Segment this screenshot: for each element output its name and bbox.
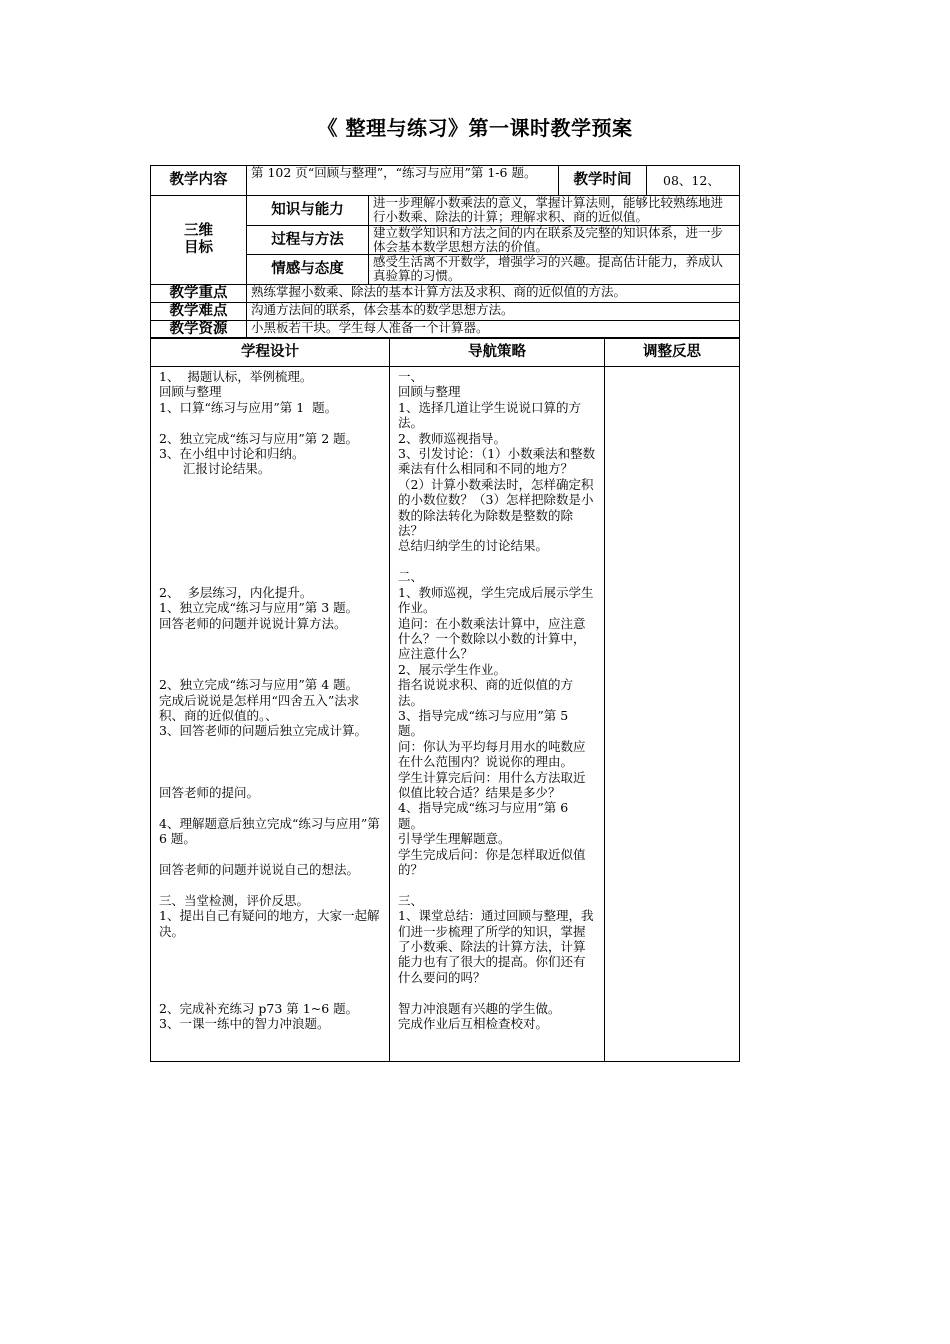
goal-label-emotion: 情感与态度 <box>247 255 369 285</box>
content-label: 教学内容 <box>151 166 247 196</box>
goal-text-emotion: 感受生活离不开数学，增强学习的兴趣。提高估计能力，养成认真验算的习惯。 <box>369 255 740 285</box>
goal-row-knowledge <box>151 196 740 226</box>
key-row <box>151 285 740 303</box>
resource-label: 教学资源 <box>151 321 247 339</box>
goals-label: 三维目标 <box>151 196 247 285</box>
content-row <box>151 166 740 196</box>
difficulty-row <box>151 303 740 321</box>
resource-text: 小黑板若干块。学生每人准备一个计算器。 <box>247 321 740 339</box>
lesson-plan-table <box>150 337 740 1062</box>
content-text: 第 102 页“回顾与整理”，“练习与应用”第 1-6 题。 <box>247 166 559 196</box>
goal-label-process: 过程与方法 <box>247 226 369 255</box>
difficulty-label: 教学难点 <box>151 303 247 321</box>
difficulty-text: 沟通方法间的联系，体会基本的数学思想方法。 <box>247 303 740 321</box>
goal-text-process: 建立数学知识和方法之间的内在联系及完整的知识体系，进一步体会基本数学思想方法的价值。 <box>369 226 740 255</box>
resource-row <box>151 321 740 339</box>
plan-header-row <box>151 338 740 367</box>
time-label: 教学时间 <box>559 166 647 196</box>
plan-body-row <box>151 367 740 1062</box>
key-text: 熟练掌握小数乘、除法的基本计算方法及求积、商的近似值的方法。 <box>247 285 740 303</box>
column-header-reflection: 调整反思 <box>605 338 740 367</box>
reflection-text <box>605 367 740 1062</box>
key-label: 教学重点 <box>151 285 247 303</box>
goal-label-knowledge: 知识与能力 <box>247 196 369 226</box>
page-title: 《 整理与练习》第一课时教学预案 <box>317 116 633 140</box>
column-header-strategy: 导航策略 <box>390 338 605 367</box>
goal-text-knowledge: 进一步理解小数乘法的意义，掌握计算法则，能够比较熟练地进行小数乘、除法的计算；理解求积、商的近似值。 <box>369 196 740 226</box>
design-text: 1、 揭题认标，举例梳理。 回顾与整理 1、口算“练习与应用”第 1 题。 2、独立完成“练习与应用”第 2 题。 3、在小组中讨论和归纳。 汇报讨论结果。 2、 多层练习，内化提升。 1、独立完成“练习与应用”第 3 题。 回答老师的问题并说说计算方法。 2、独立完成“练习与应用”第 4 题。 完成后说说是怎样用“四舍五入”法求积、商的近似值的。、 3、回答老师的问题后独立完成计算。 回答老师的提问。 4、理解题意后独立完成“练习与应用”第 6 题。 回答老师的问题并说说自己的想法。 三、当堂检测，评价反思。 1、提出自己有疑问的地方，大家一起解决。 2、完成补充练习 p73 第 1~6 题。 3、一课一练中的智力冲浪题。 <box>151 367 390 1062</box>
strategy-text: 一、 回顾与整理 1、选择几道让学生说说口算的方法。 2、教师巡视指导。 3、引发讨论：（1）小数乘法和整数乘法有什么相同和不同的地方？（2）计算小数乘法时，怎样确定积的小数位数？（3）怎样把除数是小数的除法转化为除数是整数的除法？ 总结归纳学生的讨论结果。 二、 1、教师巡视，学生完成后展示学生作业。 追问：在小数乘法计算中，应注意什么？一个数除以小数的计算中，应注意什么？ 2、展示学生作业。 指名说说求积、商的近似值的方法。 3、指导完成“练习与应用”第 5 题。 问：你认为平均每月用水的吨数应在什么范围内？说说你的理由。 学生计算完后问：用什么方法取近似值比较合适？结果是多少？ 4、指导完成“练习与应用”第 6 题。 引导学生理解题意。 学生完成后问：你是怎样取近似值的？ 三、 1、课堂总结：通过回顾与整理，我们进一步梳理了所学的知识，掌握了小数乘、除法的计算方法，计算能力也有了很大的提高。你们还有什么要问的吗？ 智力冲浪题有兴趣的学生做。 完成作业后互相检查校对。 <box>390 367 605 1062</box>
lesson-info-table <box>150 165 740 339</box>
time-value: 08、12、 <box>647 166 740 196</box>
column-header-design: 学程设计 <box>151 338 390 367</box>
